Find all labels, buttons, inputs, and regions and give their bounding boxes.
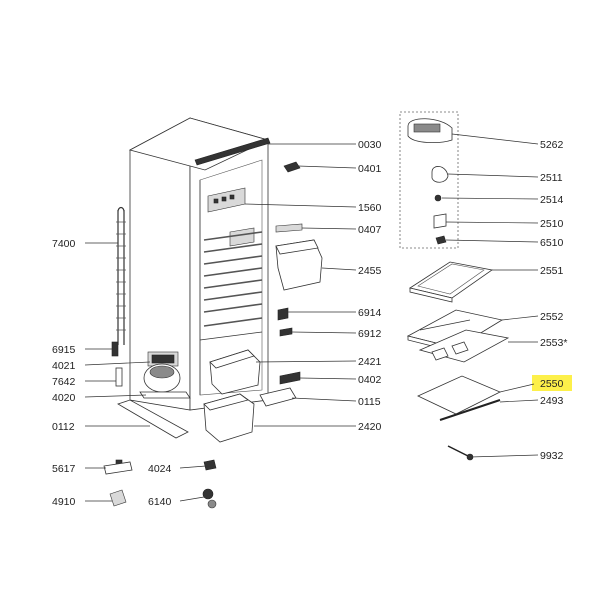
label-6140: 6140 bbox=[148, 496, 172, 508]
label-5617: 5617 bbox=[52, 463, 76, 475]
label-1560: 1560 bbox=[358, 202, 382, 214]
label-0402: 0402 bbox=[358, 374, 382, 386]
label-2551: 2551 bbox=[540, 265, 564, 277]
label-0401: 0401 bbox=[358, 163, 382, 175]
label-4024: 4024 bbox=[148, 463, 172, 475]
label-0112: 0112 bbox=[52, 421, 75, 433]
right-sub-parts bbox=[408, 119, 452, 244]
label-0030: 0030 bbox=[358, 139, 382, 151]
label-2511: 2511 bbox=[540, 172, 563, 184]
label-5262: 5262 bbox=[540, 139, 564, 151]
label-0115: 0115 bbox=[358, 396, 381, 408]
label-2420: 2420 bbox=[358, 421, 382, 433]
label-4021: 4021 bbox=[52, 360, 76, 372]
label-2514: 2514 bbox=[540, 194, 564, 206]
label-2421: 2421 bbox=[358, 356, 382, 368]
label-2455: 2455 bbox=[358, 265, 382, 277]
label-2510: 2510 bbox=[540, 218, 564, 230]
condenser-coil bbox=[116, 208, 126, 346]
label-4020: 4020 bbox=[52, 392, 76, 404]
label-4910: 4910 bbox=[52, 496, 76, 508]
label-2493: 2493 bbox=[540, 395, 564, 407]
label-2550: 2550 bbox=[540, 378, 564, 390]
label-7642: 7642 bbox=[52, 376, 76, 388]
label-6914: 6914 bbox=[358, 307, 382, 319]
label-7400: 7400 bbox=[52, 238, 76, 250]
label-6912: 6912 bbox=[358, 328, 382, 340]
label-9932: 9932 bbox=[540, 450, 564, 462]
label-0407: 0407 bbox=[358, 224, 382, 236]
label-6510: 6510 bbox=[540, 237, 564, 249]
glass-shelves bbox=[408, 262, 508, 460]
label-2553: 2553* bbox=[540, 337, 568, 349]
label-6915: 6915 bbox=[52, 344, 76, 356]
label-2552: 2552 bbox=[540, 311, 564, 323]
